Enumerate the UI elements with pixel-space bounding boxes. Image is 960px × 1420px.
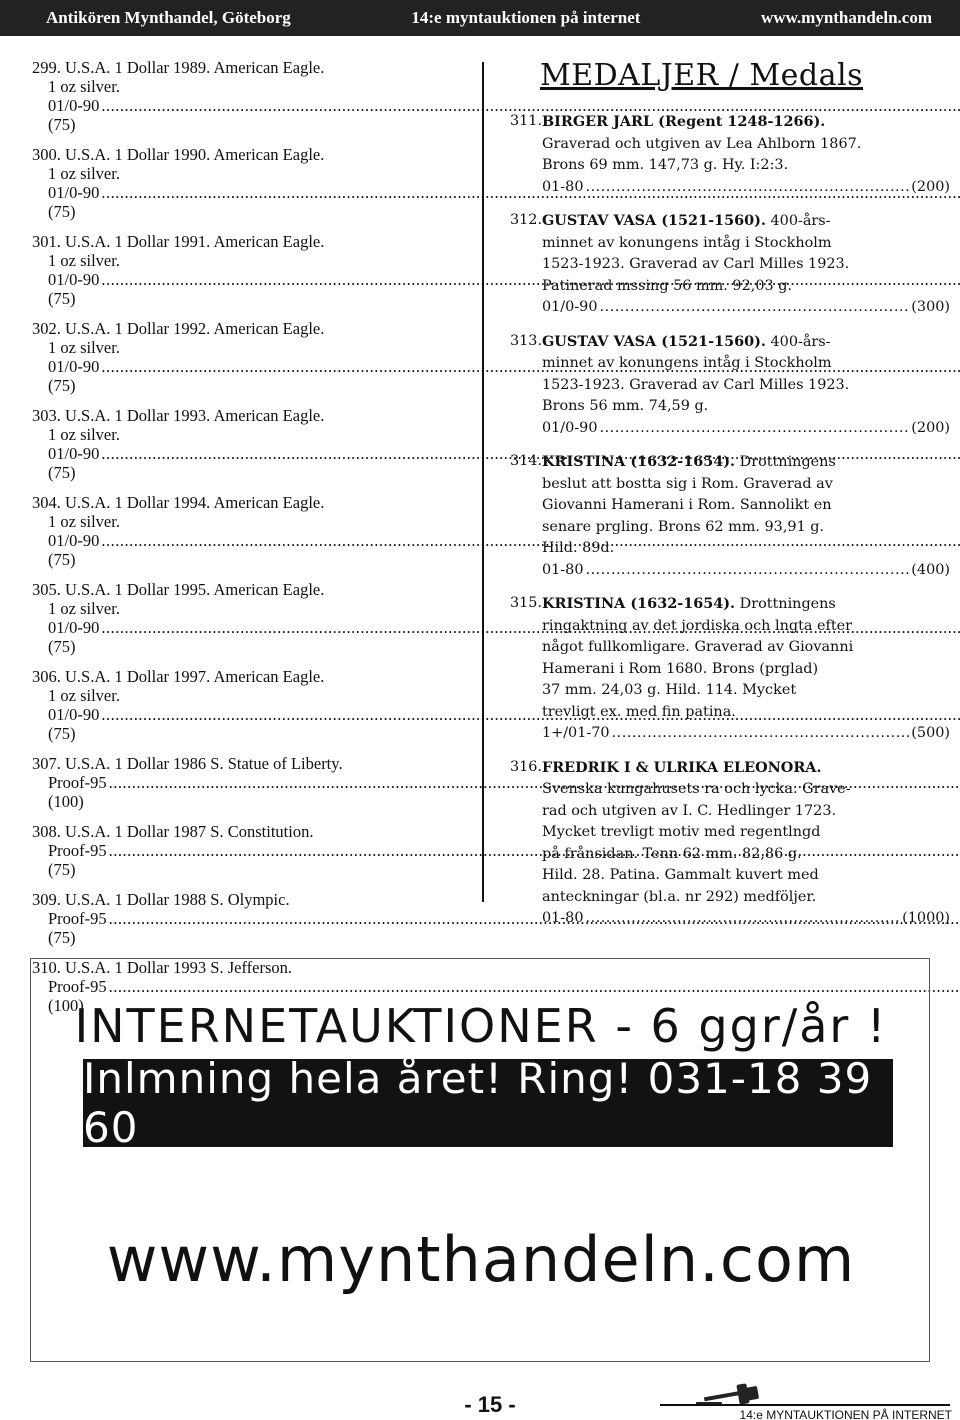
- medal-description-line: rad och utgiven av I. C. Hedlinger 1723.: [542, 802, 837, 819]
- lot-price: (200): [911, 178, 950, 195]
- medal-description-line: Hild. 89d.: [542, 540, 615, 556]
- medal-name: KRISTINA (1632-1654).: [542, 595, 736, 612]
- lot-grade: 01/0-90: [48, 357, 100, 376]
- medal-description-line: 37 mm. 24,03 g. Hild. 114. Mycket: [542, 682, 797, 698]
- medal-description-line: 1523-1923. Graverad av Carl Milles 1923.: [542, 376, 850, 393]
- lot-number: 314.: [510, 453, 543, 469]
- lot-price: (100): [48, 996, 84, 1015]
- medal-name-tail: 400-års-: [765, 333, 831, 350]
- lot-grade: Proof-95: [48, 841, 107, 860]
- lot-grade: 01-80: [542, 561, 584, 578]
- medal-name-tail: 400-års-: [765, 213, 831, 229]
- lot-description: 1 Dollar 1993. American Eagle.: [114, 406, 325, 425]
- medal-description-line: ringaktning av det jordiska och lngta efter: [542, 617, 853, 634]
- medal-description-line: minnet av konungens intåg i Stockholm: [542, 355, 832, 371]
- lot-description: 1 Dollar 1991. American Eagle.: [114, 232, 325, 251]
- page-footer: [0, 1380, 960, 1420]
- lot-country: U.S.A.: [65, 754, 111, 773]
- right-column: [510, 58, 950, 942]
- dot-leader: [600, 297, 910, 319]
- header-right: www.mynthandeln.com: [761, 8, 932, 27]
- medal-lot: [510, 451, 950, 581]
- lot-grade: 01/0-90: [48, 531, 100, 550]
- lot-headline: [32, 822, 452, 841]
- footer-rule: [660, 1404, 950, 1406]
- lot-priceline: [48, 705, 452, 743]
- lot-priceline: [48, 183, 452, 221]
- lot-price: (75): [48, 289, 76, 308]
- lot-price: (75): [48, 376, 76, 395]
- lot-item: [32, 667, 452, 743]
- lot-priceline: [542, 908, 950, 930]
- lot-price: (200): [911, 419, 950, 436]
- medal-name: GUSTAV VASA (1521-1560).: [542, 332, 766, 350]
- lot-description: 1 Dollar 1986 S. Statue of Liberty.: [114, 754, 343, 773]
- lot-priceline: [48, 909, 452, 947]
- lot-grade: 01-80: [542, 178, 584, 195]
- lot-item: [32, 145, 452, 221]
- lot-item: [32, 493, 452, 569]
- lot-description: 1 Dollar 1994. American Eagle.: [114, 493, 325, 512]
- lot-headline: [32, 754, 452, 773]
- lot-number: 307.: [32, 754, 61, 773]
- lot-item: [32, 754, 452, 811]
- lot-number: 306.: [32, 667, 61, 686]
- medal-name: BIRGER JARL (Regent 1248-1266).: [542, 113, 826, 130]
- medals-list: [510, 111, 950, 930]
- lot-number: 310.: [32, 958, 61, 977]
- dot-leader: [586, 560, 910, 582]
- banner-headline: INTERNETAUKTIONER - 6 ggr/år !: [74, 999, 888, 1053]
- lot-grade: 01/0-90: [48, 270, 100, 289]
- medal-name: GUSTAV VASA (1521-1560).: [542, 212, 766, 229]
- medal-description-line: trevligt ex. med fin patina.: [542, 703, 736, 720]
- lot-number: 313.: [510, 332, 543, 349]
- medal-headline: [542, 593, 950, 616]
- lot-headline: [32, 406, 452, 425]
- medal-description-line: Hild. 28. Patina. Gammalt kuvert med: [542, 867, 819, 883]
- header-left: Antikören Mynthandel, Göteborg: [46, 8, 291, 27]
- lot-item: [32, 319, 452, 395]
- medal-headline: [542, 111, 950, 134]
- medal-name-tail: Drottningens: [735, 596, 836, 612]
- lot-priceline: [542, 418, 950, 440]
- lot-number: 308.: [32, 822, 61, 841]
- lot-grade: 01-80: [542, 910, 584, 926]
- lot-number: 309.: [32, 890, 61, 909]
- lot-extra: 1 oz silver.: [48, 77, 120, 96]
- lot-number: 301.: [32, 232, 61, 251]
- lot-price: (100): [48, 792, 84, 811]
- lot-item: [32, 406, 452, 482]
- lot-price: (75): [48, 115, 76, 134]
- lot-extra: 1 oz silver.: [48, 251, 120, 270]
- lot-extra: 1 oz silver.: [48, 686, 120, 705]
- medal-description-line: senare prgling. Brons 62 mm. 93,91 g.: [542, 518, 825, 535]
- footer-text: 14:e MYNTAUKTIONEN PÅ INTERNET: [739, 1408, 952, 1420]
- medal-lot: [510, 111, 950, 198]
- medal-headline: [542, 757, 950, 780]
- lot-grade: Proof-95: [48, 909, 107, 928]
- lot-price: (75): [48, 860, 76, 879]
- lot-number: 299.: [32, 58, 61, 77]
- column-divider: [482, 62, 484, 902]
- lot-grade: 01/0-90: [542, 419, 598, 436]
- lot-priceline: [48, 444, 452, 482]
- lot-price: (300): [911, 299, 950, 315]
- medal-description-line: Brons 69 mm. 147,73 g. Hy. I:2:3.: [542, 157, 789, 173]
- lot-grade: 01/0-90: [48, 96, 100, 115]
- medal-description-line: 1523-1923. Graverad av Carl Milles 1923.: [542, 256, 850, 272]
- lot-headline: [32, 890, 452, 909]
- lot-country: U.S.A.: [65, 58, 111, 77]
- lot-country: U.S.A.: [65, 822, 111, 841]
- lot-country: U.S.A.: [65, 406, 111, 425]
- lot-headline: [32, 493, 452, 512]
- lot-country: U.S.A.: [65, 958, 111, 977]
- lot-extra: 1 oz silver.: [48, 164, 120, 183]
- lot-price: (400): [911, 561, 950, 578]
- lot-grade: 01/0-90: [542, 299, 598, 315]
- medal-description-line: Patinerad mssing 56 mm. 92,03 g.: [542, 277, 792, 294]
- lot-price: (75): [48, 928, 76, 947]
- medals-title: MEDALJER / Medals: [540, 58, 864, 93]
- lot-price: (75): [48, 463, 76, 482]
- lot-priceline: [542, 177, 950, 199]
- lot-number: 300.: [32, 145, 61, 164]
- lot-number: 304.: [32, 493, 61, 512]
- medal-description-line: Svenska kungahusets ra och lycka. Grave-: [542, 781, 851, 797]
- lot-number: 303.: [32, 406, 61, 425]
- page-header: [0, 0, 960, 36]
- lot-country: U.S.A.: [65, 667, 111, 686]
- lot-priceline: [48, 96, 452, 134]
- lot-headline: [32, 319, 452, 338]
- lot-grade: 01/0-90: [48, 618, 100, 637]
- medal-lot: [510, 593, 950, 745]
- lot-priceline: [48, 841, 452, 879]
- lot-priceline: [542, 560, 950, 582]
- lot-description: 1 Dollar 1988 S. Olympic.: [114, 890, 290, 909]
- lot-item: [32, 890, 452, 947]
- medal-headline: [542, 210, 950, 233]
- lot-priceline: [48, 773, 452, 811]
- lot-priceline: [48, 270, 452, 308]
- lot-priceline: [542, 723, 950, 745]
- banner-website[interactable]: www.mynthandeln.com: [106, 1223, 856, 1296]
- lot-price: (75): [48, 550, 76, 569]
- dot-leader: [612, 723, 910, 745]
- dot-leader: [600, 418, 910, 440]
- medal-description-line: Giovanni Hamerani i Rom. Sannolikt en: [542, 497, 832, 513]
- lot-grade: 01/0-90: [48, 705, 100, 724]
- lot-headline: [32, 58, 452, 77]
- medal-description-line: Hamerani i Rom 1680. Brons (prglad): [542, 660, 819, 677]
- lot-number: 305.: [32, 580, 61, 599]
- lot-extra: 1 oz silver.: [48, 512, 120, 531]
- medal-lot: [510, 331, 950, 440]
- lot-description: 1 Dollar 1995. American Eagle.: [114, 580, 325, 599]
- medal-description-line: beslut att bostta sig i Rom. Graverad av: [542, 475, 833, 492]
- lot-priceline: [48, 531, 452, 569]
- lot-country: U.S.A.: [65, 890, 111, 909]
- lot-item: [32, 580, 452, 656]
- page-number: - 15 -: [464, 1392, 516, 1417]
- medal-description-line: anteckningar (bl.a. nr 292) medföljer.: [542, 888, 817, 905]
- lot-headline: [32, 232, 452, 251]
- lot-country: U.S.A.: [65, 319, 111, 338]
- lot-price: (75): [48, 724, 76, 743]
- lot-extra: 1 oz silver.: [48, 338, 120, 357]
- dot-leader: [586, 908, 901, 930]
- lot-country: U.S.A.: [65, 580, 111, 599]
- medal-name-tail: Drottningens: [735, 454, 836, 470]
- lot-number: 311.: [510, 113, 543, 129]
- lot-extra: 1 oz silver.: [48, 425, 120, 444]
- lot-grade: 01/0-90: [48, 444, 100, 463]
- lot-price: (75): [48, 202, 76, 221]
- medal-description-line: Brons 56 mm. 74,59 g.: [542, 398, 709, 414]
- medal-name: FREDRIK I & ULRIKA ELEONORA.: [542, 758, 822, 776]
- lot-grade: Proof-95: [48, 773, 107, 792]
- lot-priceline: [48, 357, 452, 395]
- lot-headline: [32, 145, 452, 164]
- lot-description: 1 Dollar 1987 S. Constitution.: [114, 822, 314, 841]
- lot-grade: Proof-95: [48, 977, 107, 996]
- lot-number: 316.: [510, 758, 543, 775]
- lot-country: U.S.A.: [65, 145, 111, 164]
- lot-description: 1 Dollar 1997. American Eagle.: [114, 667, 325, 686]
- lot-number: 302.: [32, 319, 61, 338]
- medal-description-line: Graverad och utgiven av Lea Ahlborn 1867.: [542, 135, 862, 152]
- lot-item: [32, 822, 452, 879]
- lot-number: 312.: [510, 212, 543, 228]
- lot-description: 1 Dollar 1989. American Eagle.: [114, 58, 325, 77]
- medal-lot: [510, 757, 950, 930]
- medal-description-line: på frånsidan. Tenn 62 mm. 82,86 g.: [542, 845, 802, 862]
- lot-item: [32, 58, 452, 134]
- lot-headline: [32, 580, 452, 599]
- lot-headline: [32, 667, 452, 686]
- medal-lot: [510, 210, 950, 319]
- lot-grade: 1+/01-70: [542, 725, 610, 741]
- lot-item: [32, 232, 452, 308]
- ad-banner: [30, 958, 930, 1362]
- lot-grade: 01/0-90: [48, 183, 100, 202]
- medal-name: KRISTINA (1632-1654).: [542, 453, 736, 470]
- lot-price: (500): [911, 725, 950, 741]
- left-column: [32, 58, 452, 1026]
- medal-description-line: Mycket trevligt motiv med regentlngd: [542, 824, 821, 840]
- header-center: 14:e myntauktionen på internet: [411, 8, 641, 27]
- dot-leader: [586, 177, 910, 199]
- lot-price: (75): [48, 637, 76, 656]
- medal-description-line: något fullkomligare. Graverad av Giovanni: [542, 639, 854, 655]
- lot-priceline: [542, 297, 950, 319]
- lot-number: 315.: [510, 595, 543, 611]
- lot-description: 1 Dollar 1993 S. Jefferson.: [114, 958, 293, 977]
- medal-headline: [542, 451, 950, 474]
- lot-description: 1 Dollar 1992. American Eagle.: [114, 319, 325, 338]
- lot-extra: 1 oz silver.: [48, 599, 120, 618]
- medal-headline: [542, 331, 950, 354]
- medal-description-line: minnet av konungens intåg i Stockholm: [542, 234, 832, 251]
- lot-country: U.S.A.: [65, 493, 111, 512]
- lot-price: (1000): [902, 910, 950, 926]
- banner-phone-bar: Inlmning hela året! Ring! 031-18 39 60: [83, 1059, 893, 1147]
- lot-country: U.S.A.: [65, 232, 111, 251]
- lot-description: 1 Dollar 1990. American Eagle.: [114, 145, 325, 164]
- lot-priceline: [48, 618, 452, 656]
